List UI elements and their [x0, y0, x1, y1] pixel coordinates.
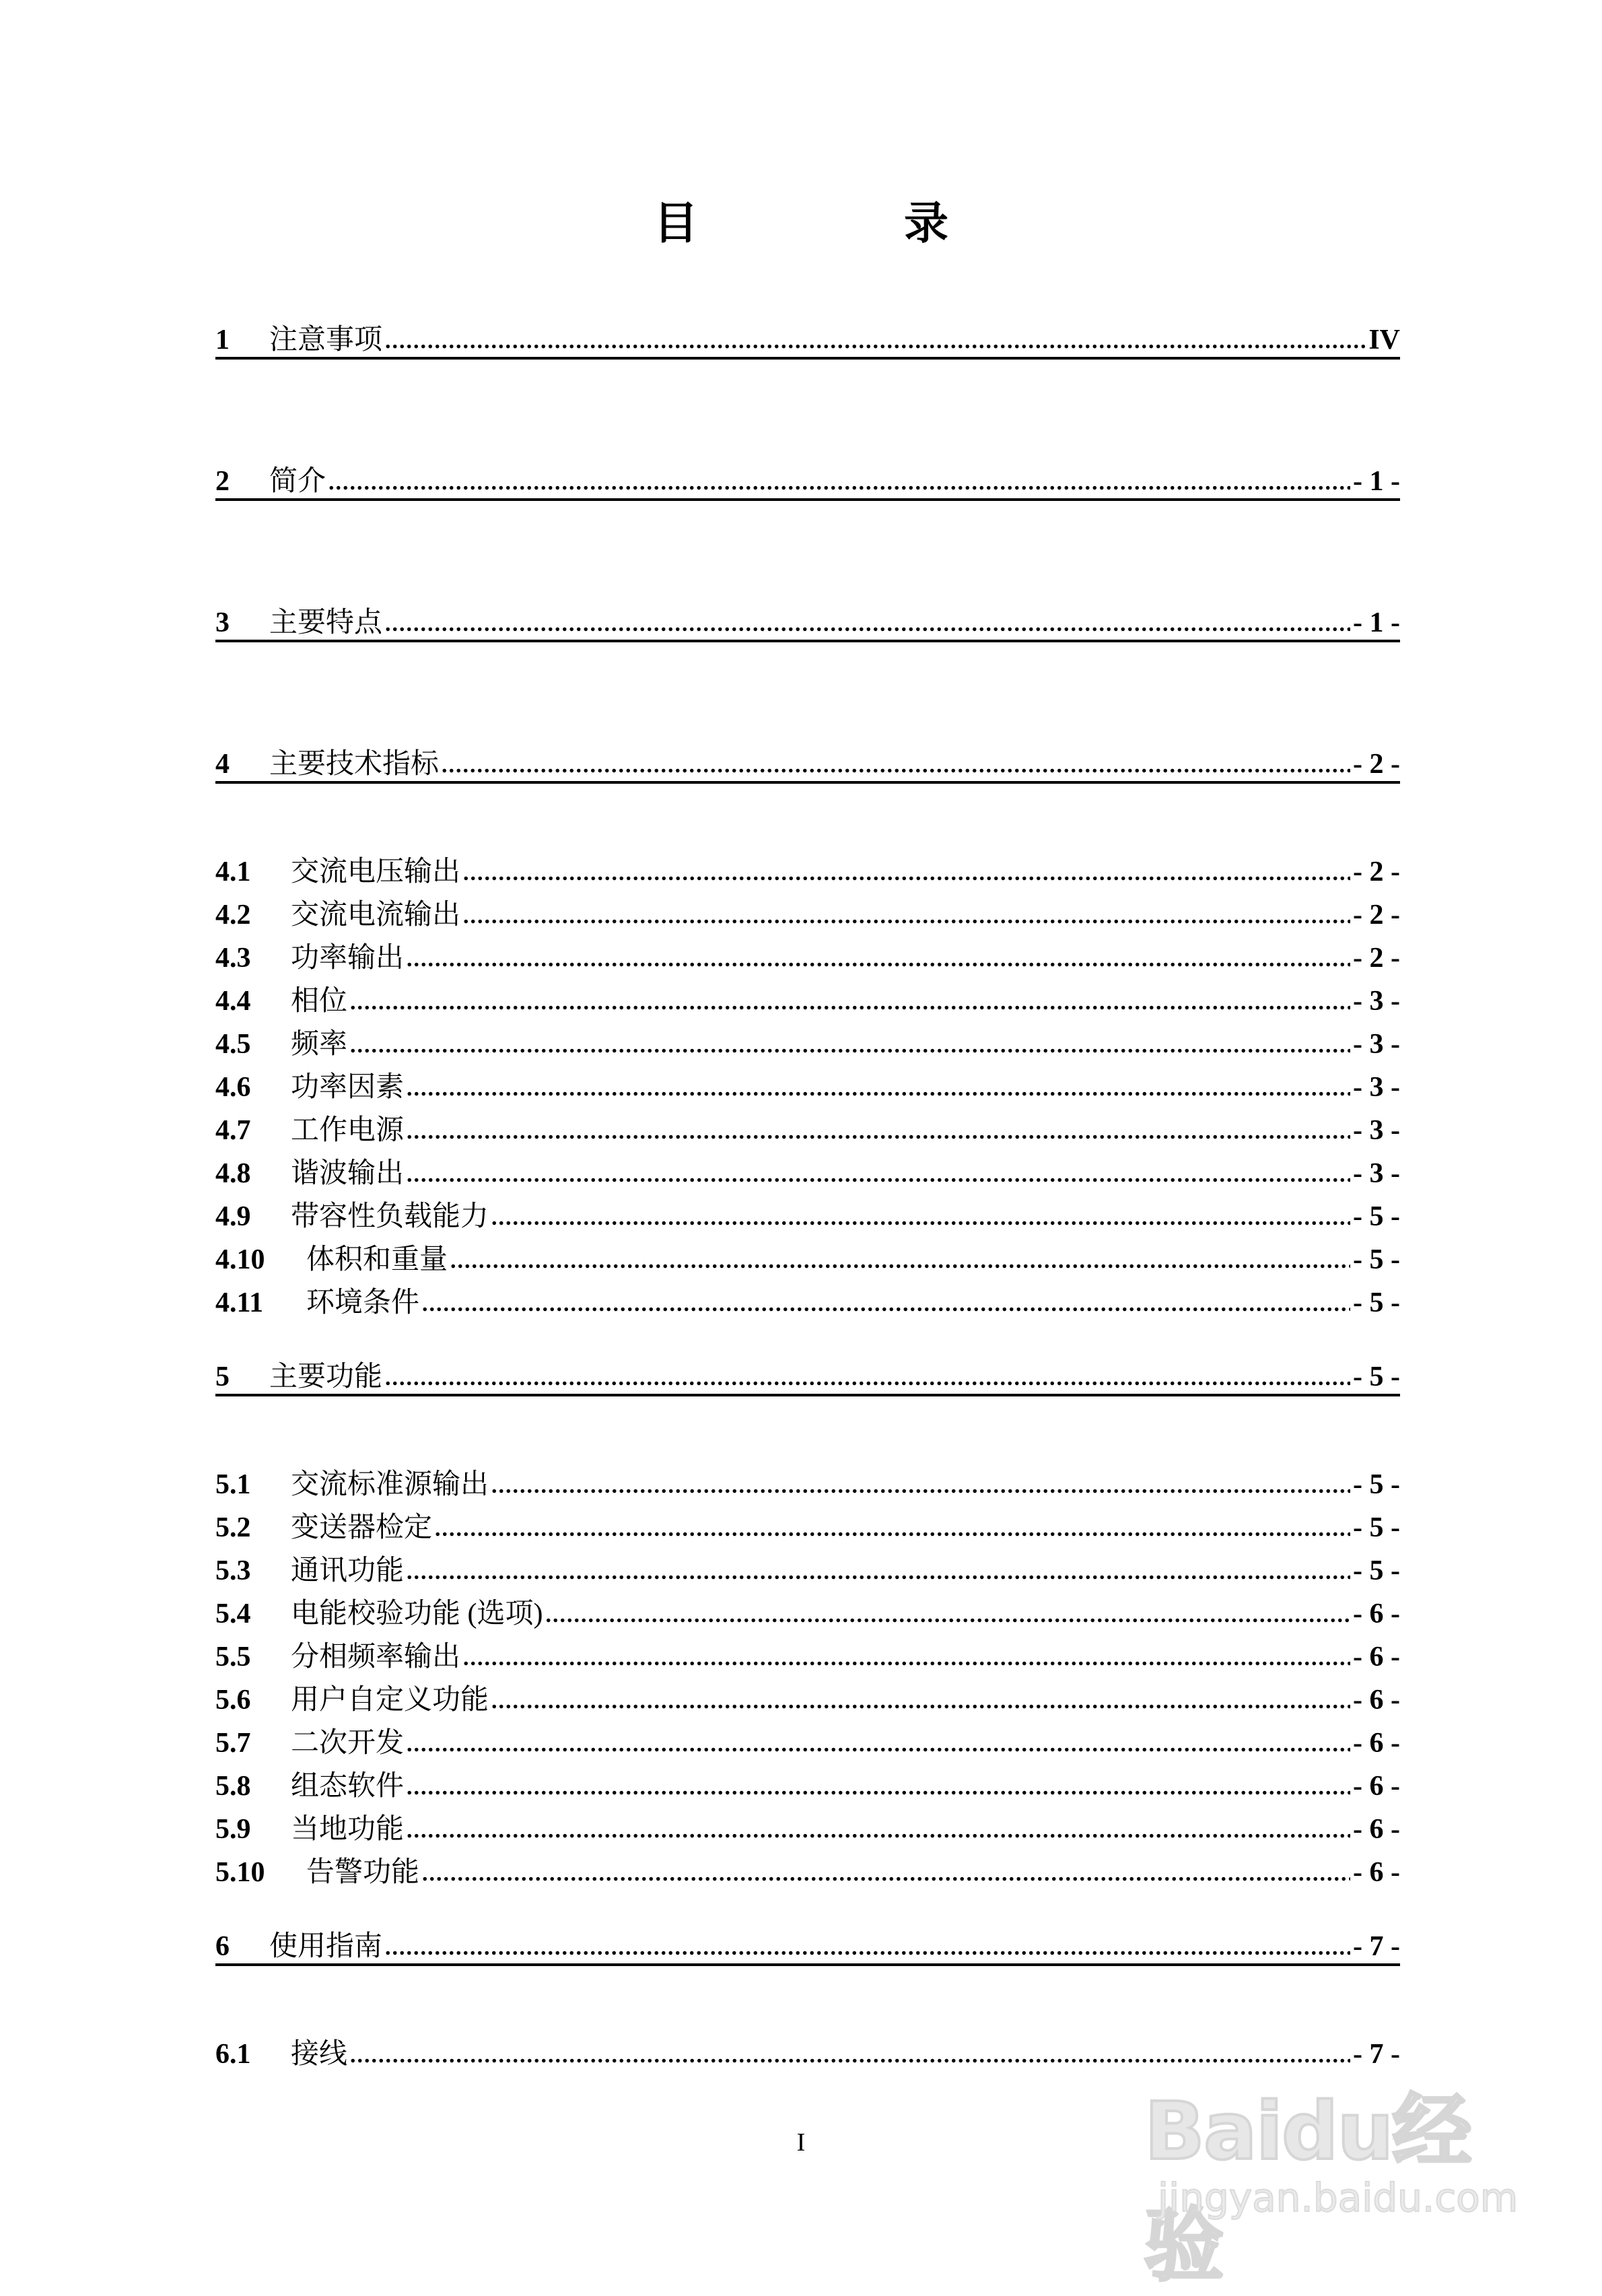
toc-entry-6[interactable]	[215, 1923, 1400, 1966]
toc-page: - 1 -	[1353, 466, 1400, 497]
toc-number: 4.10	[215, 1244, 265, 1275]
toc-entry-4-8[interactable]	[215, 1145, 1400, 1188]
dot-leader	[463, 901, 1350, 929]
toc-entry-5-6[interactable]	[215, 1671, 1400, 1714]
toc-number: 4.1	[215, 856, 251, 887]
toc-label: 组态软件	[291, 1771, 405, 1802]
toc-number: 4.6	[215, 1072, 251, 1103]
toc-number: 5.10	[215, 1857, 265, 1888]
dot-leader	[407, 1073, 1350, 1102]
dot-leader	[385, 1932, 1350, 1961]
dot-leader	[491, 1686, 1350, 1714]
watermark-url: jingyan.baidu.com	[1158, 2175, 1519, 2221]
toc-number: 4.3	[215, 943, 251, 974]
toc-number: 5.2	[215, 1512, 251, 1543]
toc-entry-5-5[interactable]	[215, 1628, 1400, 1671]
toc-label: 当地功能	[291, 1814, 405, 1845]
dot-leader	[450, 1246, 1350, 1274]
toc-entry-4-2[interactable]	[215, 886, 1400, 929]
toc-entry-5-8[interactable]	[215, 1757, 1400, 1800]
toc-entry-3[interactable]	[215, 599, 1400, 642]
toc-page: - 5 -	[1353, 1512, 1400, 1543]
toc-entry-4-1[interactable]	[215, 843, 1400, 886]
dot-leader	[422, 1858, 1350, 1887]
toc-entry-5-1[interactable]	[215, 1456, 1400, 1499]
toc-label: 交流电压输出	[291, 856, 461, 887]
toc-number: 5.4	[215, 1598, 251, 1629]
toc-label: 环境条件	[306, 1287, 420, 1318]
toc-number: 5	[215, 1361, 230, 1392]
toc-label: 体积和重量	[306, 1244, 448, 1275]
dot-leader	[350, 1030, 1350, 1058]
dot-leader	[407, 1772, 1350, 1800]
toc-page: - 5 -	[1353, 1287, 1400, 1318]
dot-leader	[463, 1643, 1350, 1671]
toc-entry-5-10[interactable]	[215, 1844, 1400, 1887]
dot-leader	[545, 1600, 1350, 1628]
toc-label: 功率输出	[291, 943, 405, 974]
toc-page: - 2 -	[1353, 856, 1400, 887]
toc-entry-4-11[interactable]	[215, 1274, 1400, 1317]
dot-leader	[385, 326, 1366, 354]
toc-page: - 3 -	[1353, 1158, 1400, 1189]
toc-number: 5.7	[215, 1728, 251, 1759]
toc-entry-5-3[interactable]	[215, 1542, 1400, 1585]
dot-leader	[407, 1159, 1350, 1188]
dot-leader	[407, 1116, 1350, 1145]
toc-number: 4	[215, 749, 230, 780]
toc-page: - 5 -	[1353, 1244, 1400, 1275]
toc-page: - 2 -	[1353, 943, 1400, 974]
toc-number: 5.8	[215, 1771, 251, 1802]
toc-entry-1[interactable]	[215, 316, 1400, 360]
toc-number: 5.5	[215, 1642, 251, 1673]
toc-page: - 3 -	[1353, 1115, 1400, 1146]
toc-entry-5-7[interactable]	[215, 1714, 1400, 1757]
toc-page: - 6 -	[1353, 1857, 1400, 1888]
toc-number: 5.6	[215, 1685, 251, 1716]
toc-label: 带容性负载能力	[291, 1201, 489, 1232]
toc-page: - 2 -	[1353, 749, 1400, 780]
dot-leader	[407, 944, 1350, 972]
baidu-watermark	[1144, 2060, 1521, 2292]
toc-number: 4.4	[215, 986, 251, 1017]
toc-label: 分相频率输出	[291, 1642, 461, 1673]
toc-label: 功率因素	[291, 1072, 405, 1103]
toc-number: 4.9	[215, 1201, 251, 1232]
toc-label: 相位	[291, 986, 348, 1017]
toc-label: 变送器检定	[291, 1512, 433, 1543]
toc-number: 5.3	[215, 1555, 251, 1586]
toc-number: 1	[215, 325, 230, 356]
toc-label: 主要技术指标	[269, 749, 440, 780]
toc-entry-4-9[interactable]	[215, 1188, 1400, 1231]
toc-number: 4.5	[215, 1029, 251, 1060]
toc-page: - 6 -	[1353, 1728, 1400, 1759]
toc-page: - 5 -	[1353, 1361, 1400, 1392]
toc-page: - 6 -	[1353, 1642, 1400, 1673]
toc-label: 工作电源	[291, 1115, 405, 1146]
toc-entry-5-2[interactable]	[215, 1499, 1400, 1542]
toc-page: - 6 -	[1353, 1598, 1400, 1629]
dot-leader	[463, 858, 1350, 886]
toc-number: 4.11	[215, 1287, 264, 1318]
toc-page: - 5 -	[1353, 1469, 1400, 1500]
toc-label: 用户自定义功能	[291, 1685, 489, 1716]
toc-page: - 6 -	[1353, 1814, 1400, 1845]
toc-number: 5.9	[215, 1814, 251, 1845]
dot-leader	[407, 1815, 1350, 1844]
toc-label: 电能校验功能 (选项)	[291, 1598, 543, 1629]
dot-leader	[435, 1514, 1350, 1542]
dot-leader	[385, 1363, 1350, 1391]
toc-entry-5[interactable]	[215, 1353, 1400, 1396]
dot-leader	[491, 1203, 1350, 1231]
toc-label: 简介	[269, 466, 326, 497]
toc-page: - 7 -	[1353, 1931, 1400, 1962]
dot-leader	[422, 1289, 1350, 1317]
toc-number: 6	[215, 1931, 230, 1962]
toc-entry-4-7[interactable]	[215, 1102, 1400, 1145]
toc-label: 交流标准源输出	[291, 1469, 489, 1500]
toc-label: 使用指南	[269, 1931, 383, 1962]
page-number: I	[796, 2128, 806, 2157]
toc-label: 主要特点	[269, 607, 383, 638]
toc-label: 接线	[291, 2039, 348, 2070]
toc-entry-5-4[interactable]	[215, 1585, 1400, 1628]
toc-page: - 1 -	[1353, 607, 1400, 638]
toc-number: 4.7	[215, 1115, 251, 1146]
dot-leader	[491, 1471, 1350, 1499]
toc-number: 4.2	[215, 900, 251, 931]
toc-page: - 5 -	[1353, 1555, 1400, 1586]
toc-entry-4-6[interactable]	[215, 1058, 1400, 1102]
toc-label: 频率	[291, 1029, 348, 1060]
toc-label: 注意事项	[269, 325, 383, 356]
toc-entry-4[interactable]	[215, 741, 1400, 784]
toc-label: 交流电流输出	[291, 900, 461, 931]
toc-label: 告警功能	[306, 1857, 420, 1888]
toc-entry-4-3[interactable]	[215, 929, 1400, 972]
toc-number: 5.1	[215, 1469, 251, 1500]
toc-page: - 3 -	[1353, 1029, 1400, 1060]
dot-leader	[442, 750, 1350, 778]
toc-page: IV	[1368, 325, 1400, 356]
toc-label: 通讯功能	[291, 1555, 405, 1586]
dot-leader	[328, 467, 1350, 496]
toc-page: - 6 -	[1353, 1685, 1400, 1716]
toc-entry-4-10[interactable]	[215, 1231, 1400, 1274]
toc-number: 2	[215, 466, 230, 497]
toc-page: - 3 -	[1353, 986, 1400, 1017]
dot-leader	[385, 609, 1350, 637]
toc-page: - 2 -	[1353, 900, 1400, 931]
toc-number: 6.1	[215, 2039, 251, 2070]
toc-label: 二次开发	[291, 1728, 405, 1759]
toc-page: - 5 -	[1353, 1201, 1400, 1232]
toc-page: - 7 -	[1353, 2039, 1400, 2070]
toc-number: 4.8	[215, 1158, 251, 1189]
toc-entry-2[interactable]	[215, 458, 1400, 501]
toc-label: 谐波输出	[291, 1158, 405, 1189]
toc-title: 目 录	[654, 199, 1029, 248]
toc-page: - 3 -	[1353, 1072, 1400, 1103]
dot-leader	[407, 1557, 1350, 1585]
dot-leader	[407, 1729, 1350, 1757]
toc-entry-4-4[interactable]	[215, 972, 1400, 1015]
toc-number: 3	[215, 607, 230, 638]
toc-entry-5-9[interactable]	[215, 1800, 1400, 1844]
dot-leader	[350, 987, 1350, 1015]
toc-label: 主要功能	[269, 1361, 383, 1392]
toc-entry-4-5[interactable]	[215, 1015, 1400, 1058]
baidu-logo: Baidu经验	[1144, 2085, 1471, 2292]
toc-page: - 6 -	[1353, 1771, 1400, 1802]
